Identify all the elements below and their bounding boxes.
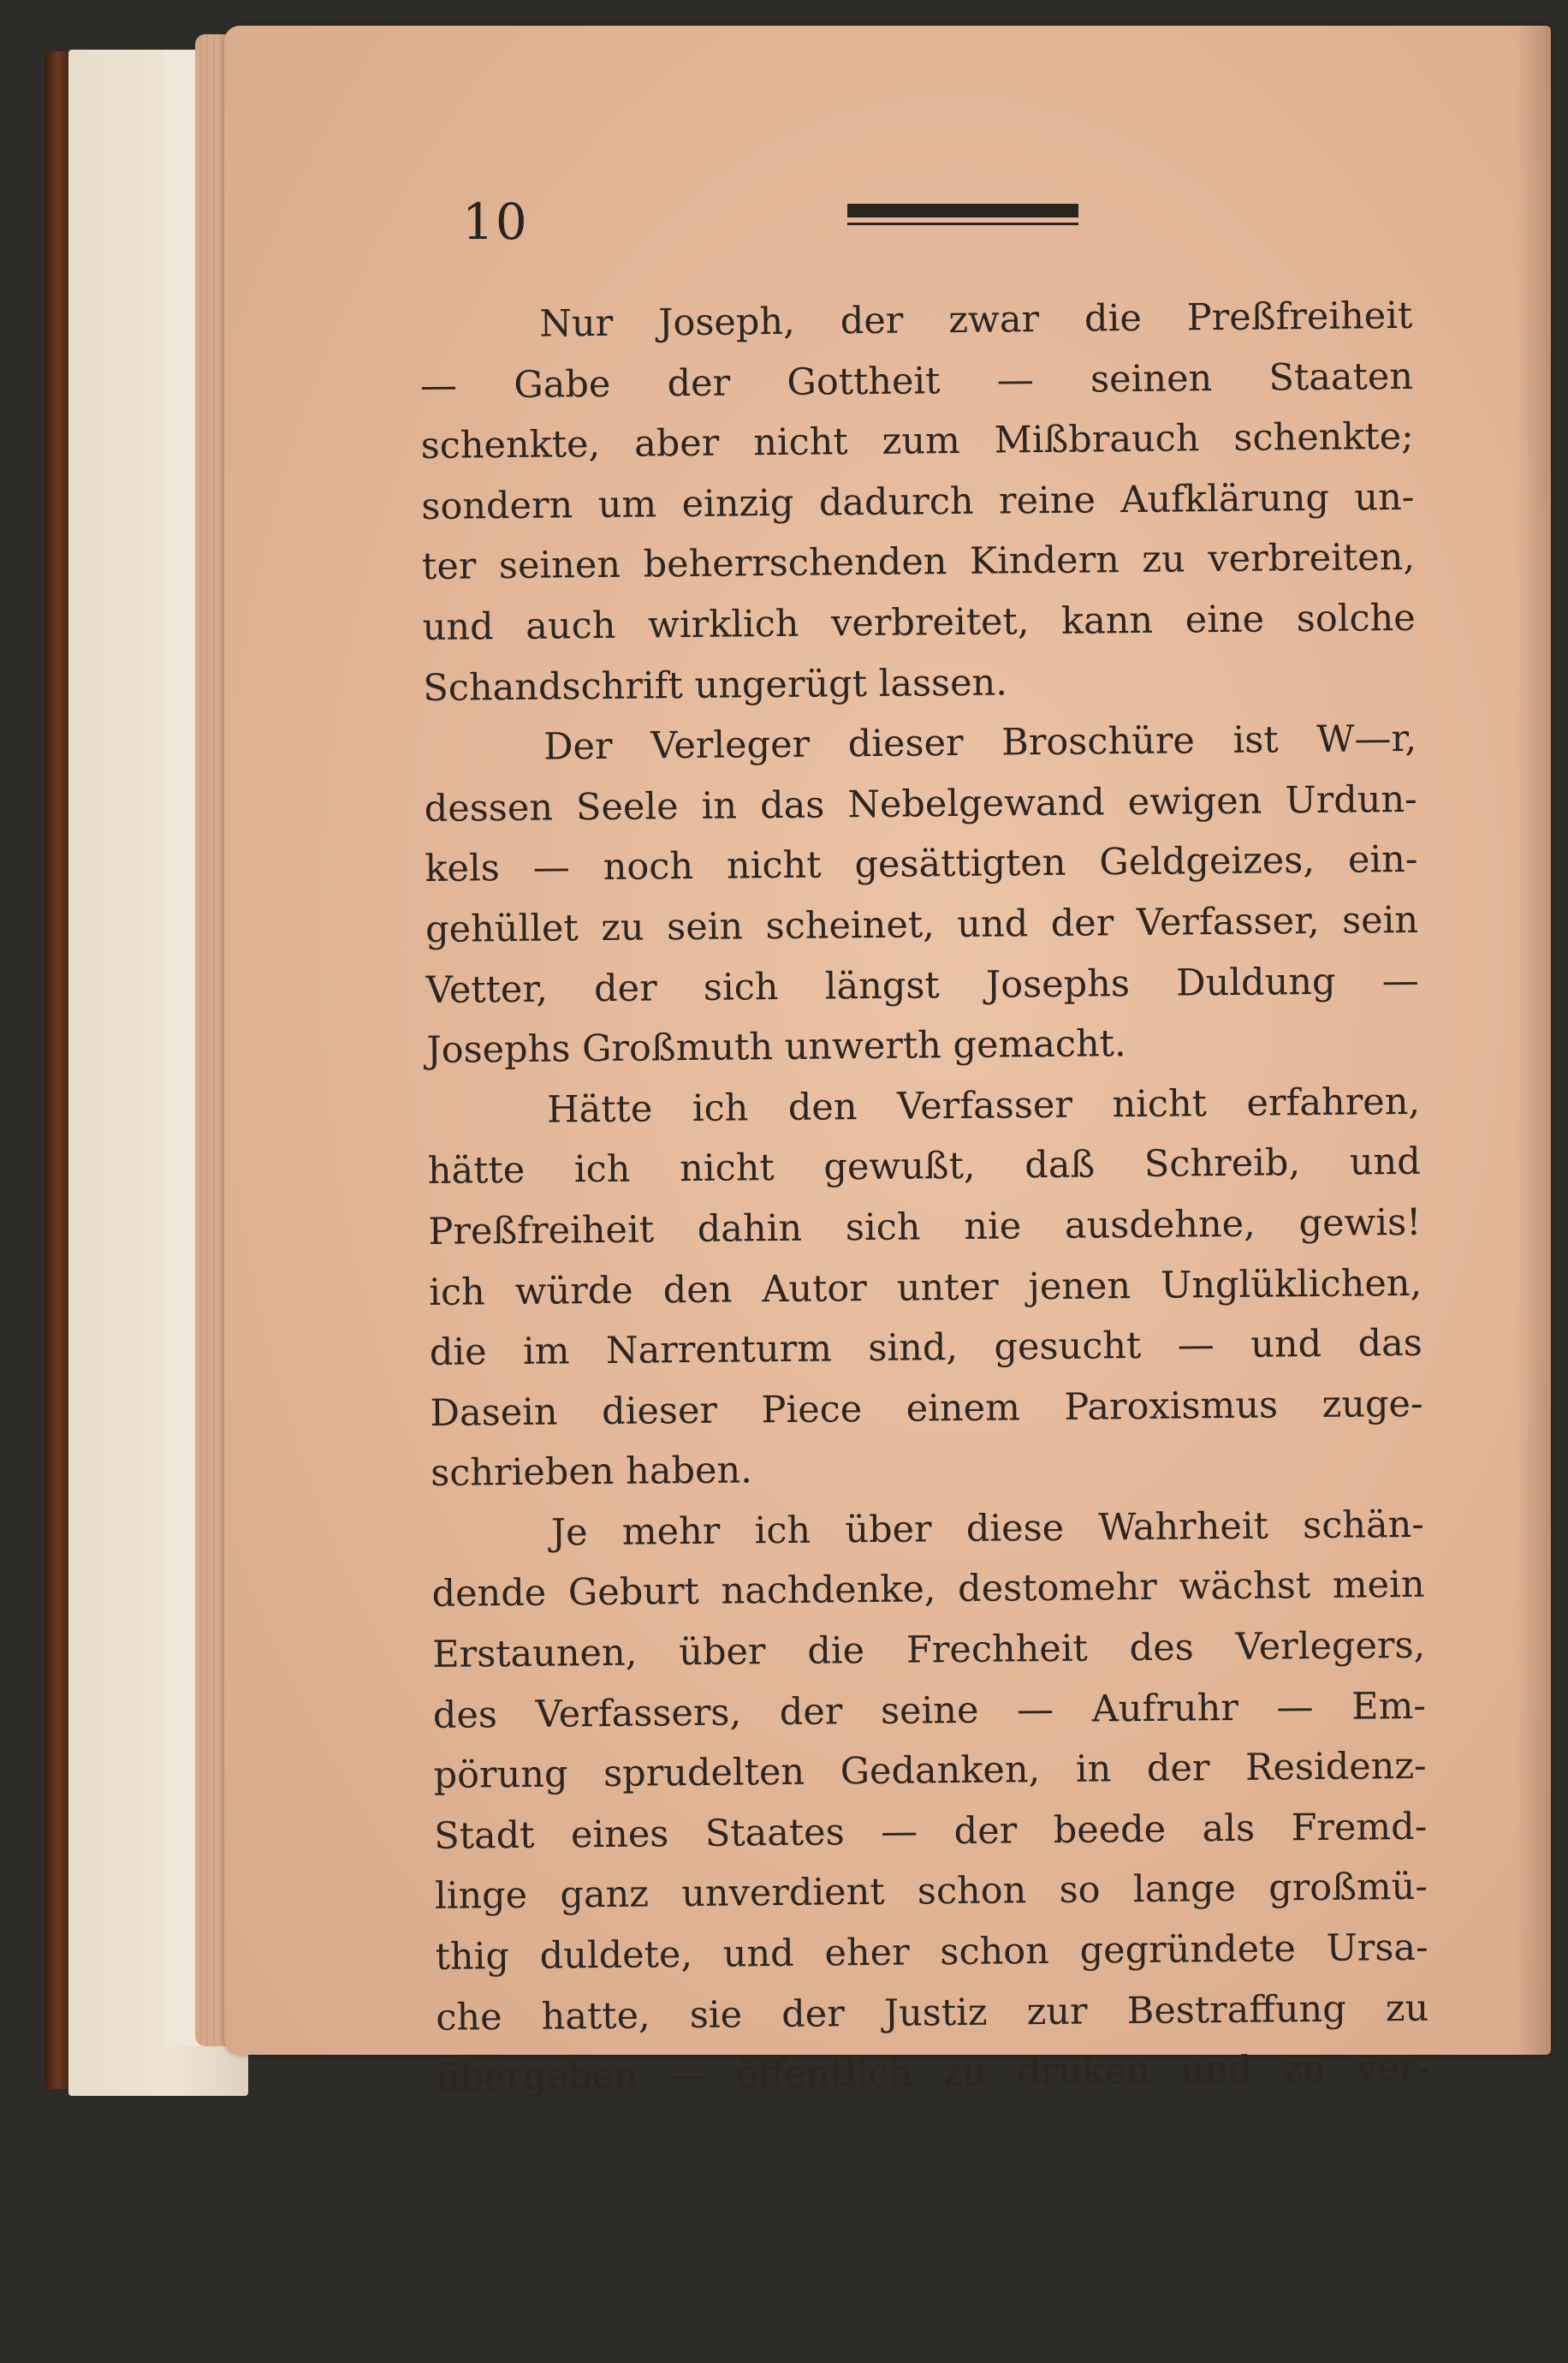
body-text <box>419 286 1429 2109</box>
text-line: Erstaunen, über die Frechheit des Verlegers, <box>432 1623 1426 1676</box>
text-line: thig duldete, und eher schon gegründete Ursa- <box>435 1926 1428 1979</box>
header-rule <box>847 204 1078 228</box>
text-line: Stadt eines Staates — der beede als Fremd- <box>434 1805 1428 1858</box>
text-line: ter seinen beherrschenden Kindern zu verbreiten, <box>421 536 1416 589</box>
text-line: kels — noch nicht gesättigten Geldgeizes, ein- <box>425 838 1418 891</box>
text-line: schrieben haben. <box>430 1449 753 1496</box>
text-line: — Gabe der Gottheit — seinen Staaten <box>419 354 1414 408</box>
header-rule-thick <box>847 204 1078 217</box>
text-line: die im Narrenturm sind, gesucht — und das <box>429 1321 1423 1375</box>
text-line: dende Geburt nachdenke, destomehr wächst mein <box>431 1563 1425 1616</box>
header-rule-thin <box>847 223 1078 225</box>
text-line: und auch wirklich verbreitet, kann eine solche <box>422 596 1416 649</box>
text-line: Josephs Großmuth unwerth gemacht. <box>426 1022 1126 1073</box>
text-line: gehüllet zu sein scheinet, und der Verfasser, sein <box>425 898 1419 951</box>
text-line: Dasein dieser Piece einem Paroxismus zuge- <box>430 1382 1423 1435</box>
page-number: 10 <box>462 193 529 251</box>
text-line: ich würde den Autor unter jenen Unglüklichen, <box>428 1261 1422 1314</box>
text-line: übergeben — öffentlich zu druken und zu ver- <box>436 2046 1430 2100</box>
text-line: des Verfassers, der seine — Aufruhr — Em- <box>432 1684 1427 1737</box>
text-line: pörung sprudelten Gedanken, in der Residenz- <box>433 1745 1427 1798</box>
text-line: sondern um einzig dadurch reine Aufklärung un- <box>421 475 1415 528</box>
text-line: Preßfreiheit dahin sich nie ausdehne, gewis! <box>428 1200 1422 1253</box>
text-line: Schandschrift ungerügt lassen. <box>423 660 1008 710</box>
text-line: Hätte ich den Verfasser nicht erfahren, <box>546 1080 1421 1132</box>
text-line: dessen Seele in das Nebelgewand ewigen Urdun- <box>424 777 1417 830</box>
text-line: hätte ich nicht gewußt, daß Schreib, und <box>427 1140 1422 1193</box>
text-line: Nur Joseph, der zwar die Preßfreiheit <box>539 294 1413 346</box>
text-line: Je mehr ich über diese Wahrheit schän- <box>550 1503 1425 1555</box>
text-line: linge ganz unverdient schon so lange großmü- <box>434 1866 1428 1919</box>
text-line: Vetter, der sich längst Josephs Duldung — <box>425 959 1419 1012</box>
page-gutter-shadow <box>1517 26 1551 2055</box>
text-line: schenkte, aber nicht zum Mißbrauch schenkte; <box>420 415 1414 468</box>
text-line: che hatte, sie der Justiz zur Bestraffung zu <box>436 1986 1429 2039</box>
text-line: Der Verleger dieser Broschüre ist W—r, <box>543 717 1417 769</box>
